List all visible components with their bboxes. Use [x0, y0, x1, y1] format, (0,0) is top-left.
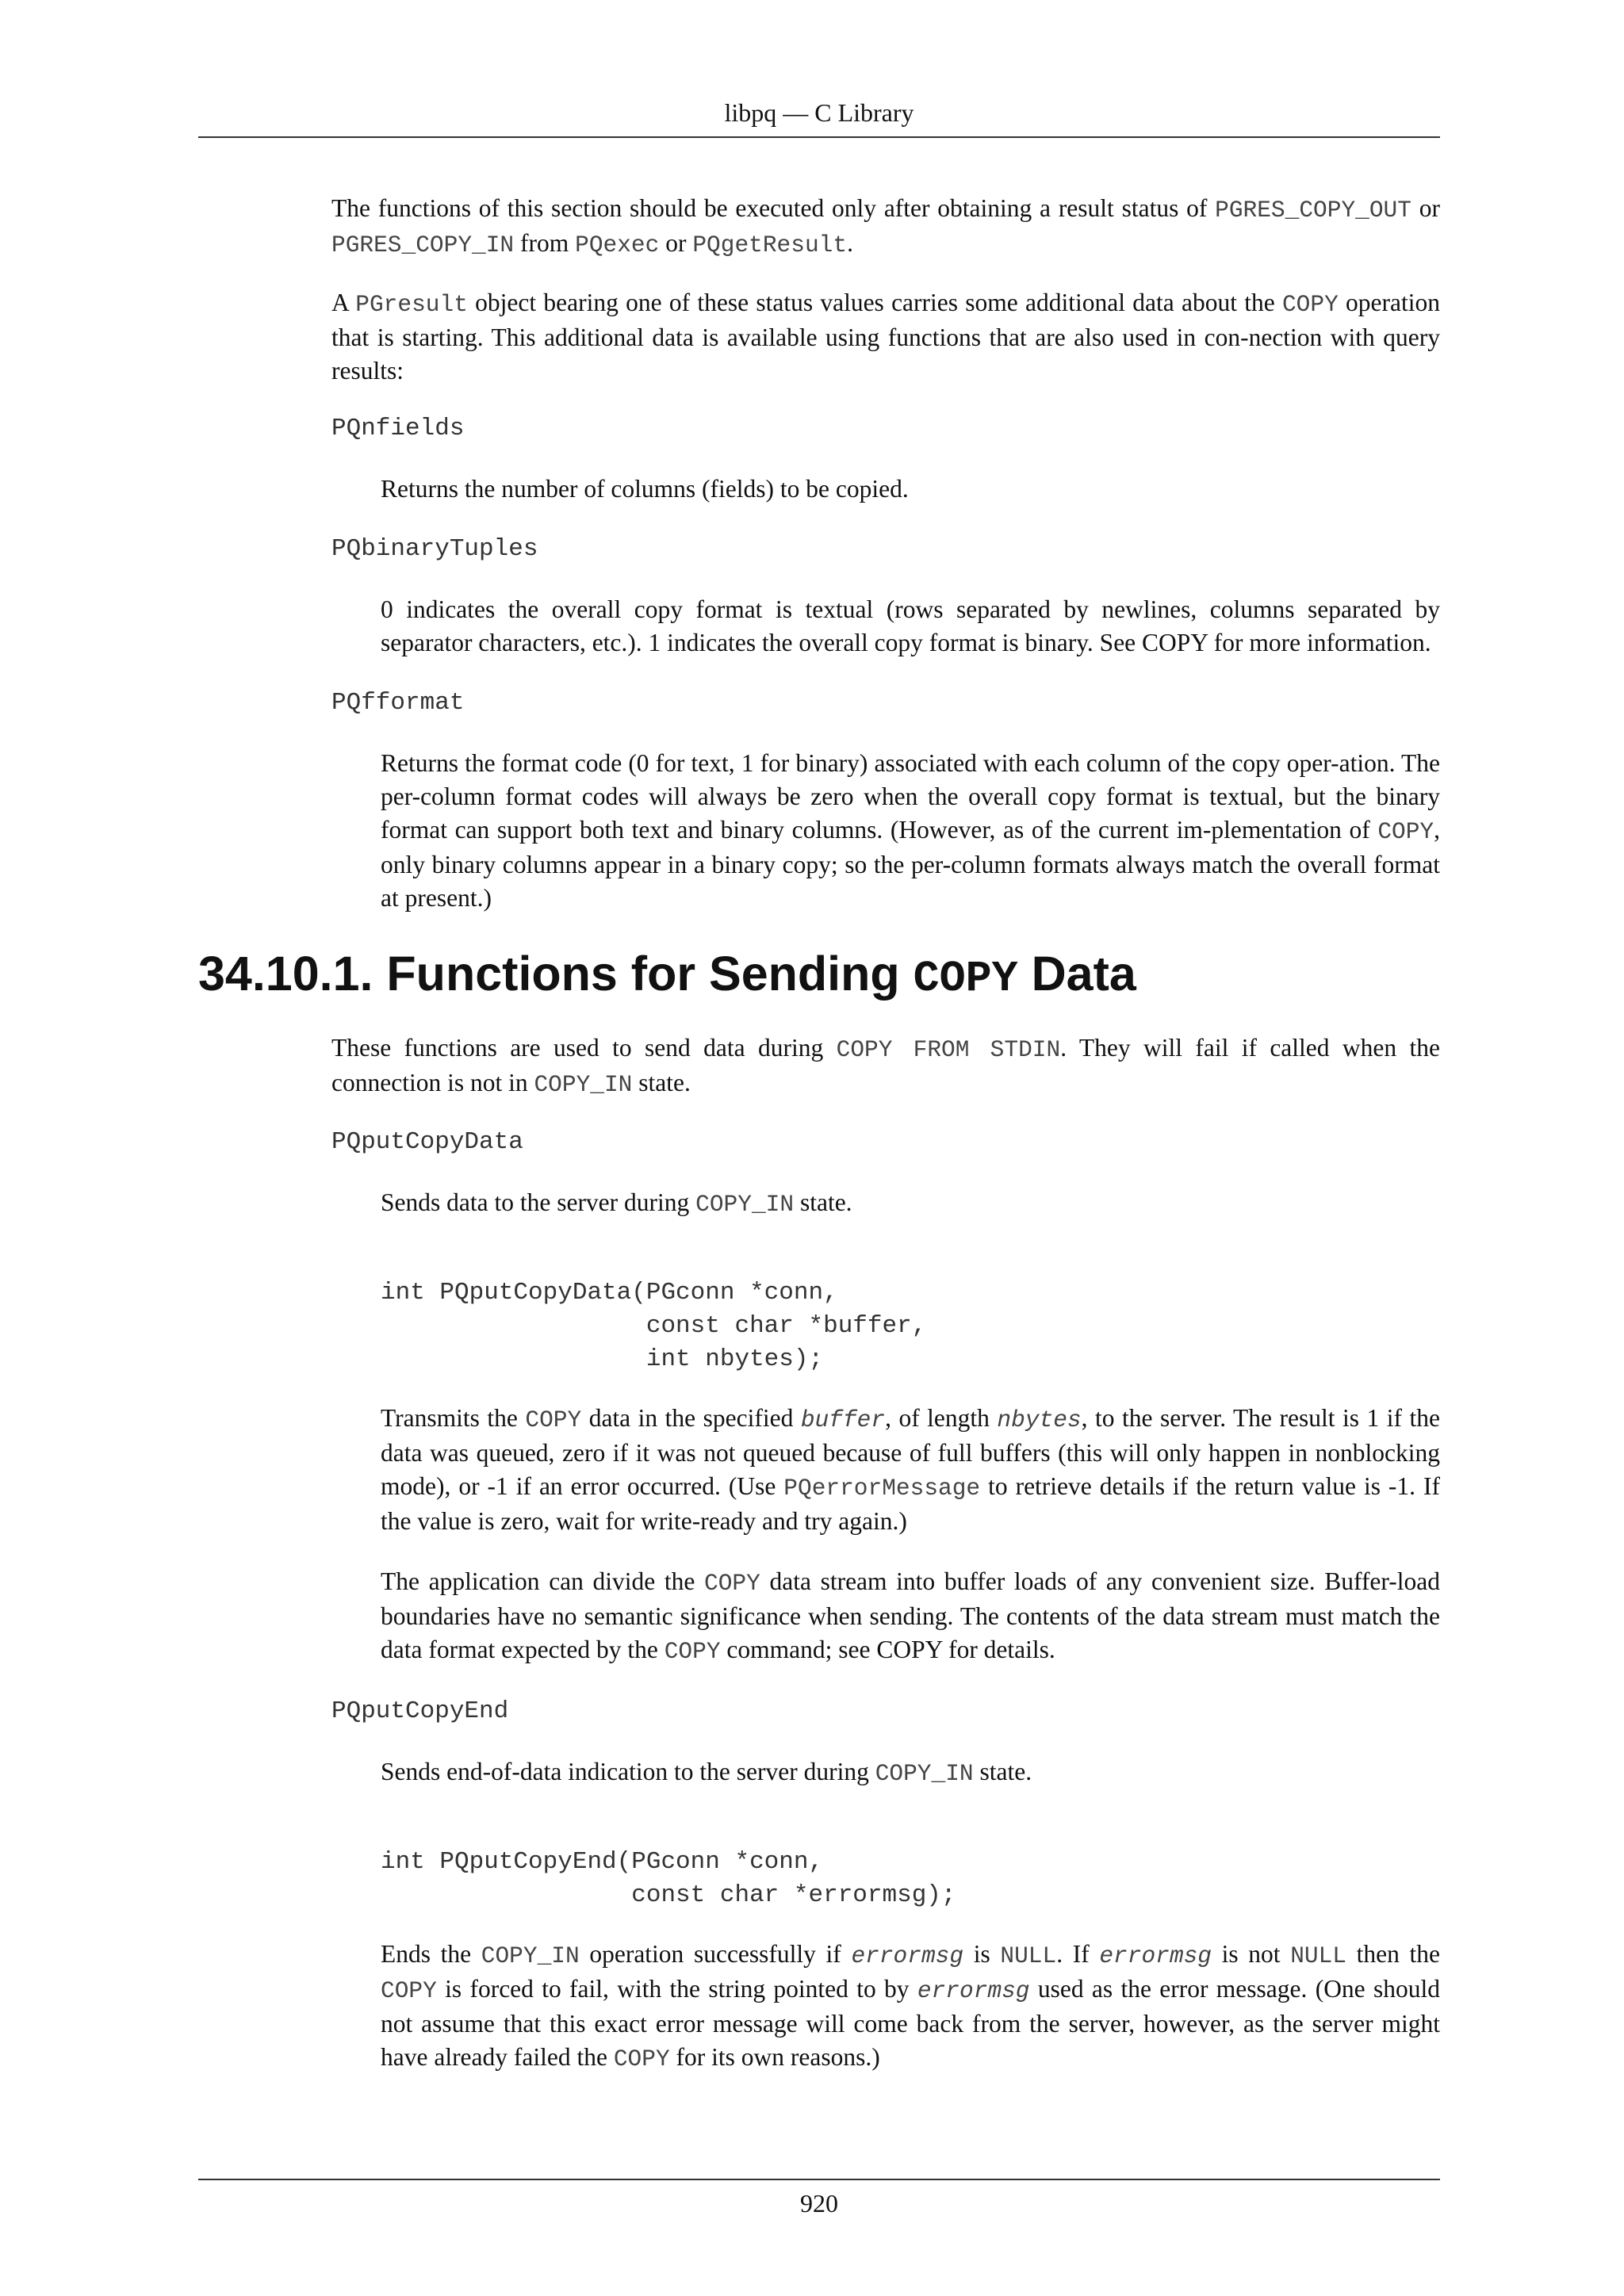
page-number: 920 — [800, 2189, 838, 2218]
synopsis-pqputcopyend: int PQputCopyEnd(PGconn *conn, const char *errormsg); — [381, 1848, 956, 1909]
page-header: libpq — C Library — [724, 98, 914, 127]
pqputcopyend-paragraph-1: Ends the COPY_IN operation successfully if errormsg is NULL. If errormsg is not NULL then the COPY is forced to fail, with the string pointed to by errormsg used as the error message. (One should not assume that this exact error message will come back from the server, however, as the server might have already failed the COPY for its own reasons.) — [381, 1940, 1441, 2072]
synopsis-pqputcopydata: int PQputCopyData(PGconn *conn, const char *buffer, int nbytes); — [381, 1279, 927, 1373]
term-pqnfields: PQnfields — [331, 415, 465, 442]
intro-paragraph-1: The functions of this section should be executed only after obtaining a result status of PGRES_COPY_OUT or PGRES_COPY_IN from PQexec or PQgetResult. — [331, 194, 1440, 258]
term-pqbinarytuples: PQbinaryTuples — [331, 535, 538, 563]
term-pqputcopyend: PQputCopyEnd — [331, 1697, 509, 1725]
section-intro: These functions are used to send data during COPY FROM STDIN. They will fail if called when the connection is not in COPY_IN state. — [331, 1034, 1440, 1098]
pqputcopydata-paragraph-1: Transmits the COPY data in the specified buffer, of length nbytes, to the server. The result is 1 if the data was queued, zero if it was not queued because of full buffers (this will only happen in nonblocking mode), or -1 if an error occurred. (Use PQerrorMessage to retrieve details if the return value is -1. If the value is zero, wait for write-ready and try again.) — [381, 1404, 1440, 1535]
page-content — [198, 192, 1440, 2103]
desc-pqputcopydata: Sends data to the server during COPY_IN state. — [381, 1188, 852, 1218]
desc-pqputcopyend: Sends end-of-data indication to the server during COPY_IN state. — [381, 1758, 1032, 1787]
header-rule — [198, 136, 1440, 138]
section-heading: 34.10.1. Functions for Sending COPY Data — [198, 947, 1136, 1004]
term-pqfformat: PQfformat — [331, 689, 465, 717]
footer-rule — [198, 2179, 1440, 2180]
desc-pqbinarytuples: 0 indicates the overall copy format is textual (rows separated by newlines, columns separated by separator characters, etc.). 1 indicates the overall copy format is binary. See COPY for more information. — [381, 595, 1440, 656]
desc-pqnfields: Returns the number of columns (fields) to be copied. — [381, 475, 909, 503]
desc-pqfformat: Returns the format code (0 for text, 1 for binary) associated with each column of the copy oper-ation. The per-column format codes will always be zero when the overall copy format is textual, but the binary format can support both text and binary columns. (However, as of the current im-plementation of COPY, only binary columns appear in a binary copy; so the per-column formats always match the overall format at present.) — [381, 749, 1440, 912]
term-pqputcopydata: PQputCopyData — [331, 1128, 523, 1156]
intro-paragraph-2: A PGresult object bearing one of these status values carries some additional data about the COPY operation that is starting. This additional data is available using functions that are also used in con-nection with query results: — [331, 289, 1440, 385]
pqputcopydata-paragraph-2: The application can divide the COPY data stream into buffer loads of any convenient size. Buffer-load boundaries have no semantic significance when sending. The contents of the data stream must match the data format expected by the COPY command; see COPY for details. — [381, 1567, 1440, 1665]
